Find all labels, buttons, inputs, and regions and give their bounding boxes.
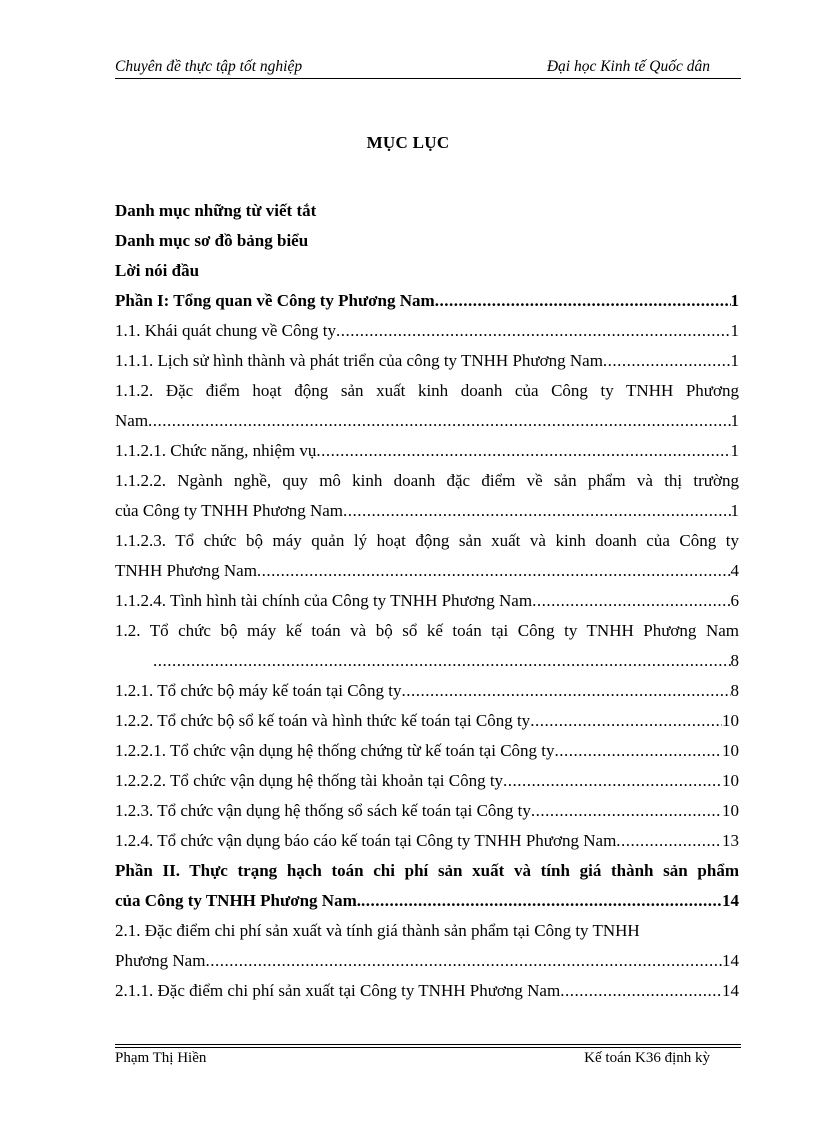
- toc-entry-text: 1.1.2.4. Tình hình tài chính của Công ty TNHH Phương Nam: [115, 591, 533, 610]
- toc-entry-text-line2: Nam: [115, 411, 149, 430]
- toc-entry-text: 1.2.2.1. Tổ chức vận dụng hệ thống chứng từ kế toán tại Công ty: [115, 741, 555, 760]
- toc-page-number: 14: [722, 981, 739, 1000]
- toc-entry[interactable]: [115, 286, 739, 316]
- toc-entry[interactable]: [115, 616, 739, 676]
- toc-leader: [316, 436, 730, 466]
- toc-entry-text: 1.2.1. Tổ chức bộ máy kế toán tại Công ty: [115, 681, 402, 700]
- toc-leader: [153, 646, 731, 676]
- toc-leader: [532, 586, 730, 616]
- toc-entry[interactable]: [115, 796, 739, 826]
- toc-entry[interactable]: [115, 736, 739, 766]
- toc-leader: [257, 556, 731, 586]
- toc-entry-text: 1.2.2.2. Tổ chức vận dụng hệ thống tài khoản tại Công ty: [115, 771, 504, 790]
- toc-entry-text: 1.1.2.1. Chức năng, nhiệm vụ: [115, 441, 317, 460]
- toc-page-number: 1: [730, 501, 739, 520]
- toc-page-number: 6: [730, 591, 739, 610]
- header-left-text: Chuyên đề thực tập tốt nghiệp: [115, 58, 303, 75]
- toc-entry[interactable]: [115, 676, 739, 706]
- toc-page-number: 1: [730, 441, 739, 460]
- toc-entry-text-line1: 1.1.2.3. Tổ chức bộ máy quản lý hoạt động sản xuất và kinh doanh của Công ty: [115, 531, 739, 550]
- toc-entry-text-line1: 1.2. Tổ chức bộ máy kế toán và bộ sổ kế toán tại Công ty TNHH Phương Nam: [115, 621, 739, 640]
- toc-page-number: 14: [722, 951, 739, 970]
- toc-leader: [531, 796, 722, 826]
- toc-leader: [530, 706, 722, 736]
- toc-leader: [555, 736, 722, 766]
- toc-leader: [603, 346, 731, 376]
- toc-leader: [616, 826, 722, 856]
- toc-page-number: 10: [722, 801, 739, 820]
- toc-entry-text: Phần I: Tổng quan về Công ty Phương Nam: [115, 291, 435, 310]
- toc-entry-text-line2: Phương Nam: [115, 951, 206, 970]
- toc-entry-text: 2.1.1. Đặc điểm chi phí sản xuất tại Công ty TNHH Phương Nam: [115, 981, 561, 1000]
- toc-entry-text-line1: 1.1.2.2. Ngành nghề, quy mô kinh doanh đặc điểm về sản phẩm và thị trường: [115, 471, 739, 490]
- toc-page-number: 10: [722, 711, 739, 730]
- toc-entry[interactable]: [115, 706, 739, 736]
- toc-entry[interactable]: [115, 436, 739, 466]
- toc-entry-text-line1: 1.1.2. Đặc điểm hoạt động sản xuất kinh doanh của Công ty TNHH Phương: [115, 381, 739, 400]
- toc-entry[interactable]: [115, 916, 739, 976]
- toc-page-number: 14: [722, 891, 739, 910]
- toc-entry-text-line1: 2.1. Đặc điểm chi phí sản xuất và tính giá thành sản phẩm tại Công ty TNHH: [115, 921, 640, 940]
- toc-entry[interactable]: [115, 766, 739, 796]
- toc-page-number: 1: [730, 351, 739, 370]
- toc-entry-text-line2: TNHH Phương Nam: [115, 561, 257, 580]
- toc-leader: [402, 676, 731, 706]
- toc-entry-text-line2: của Công ty TNHH Phương Nam.: [115, 891, 361, 910]
- toc-leader: [343, 496, 730, 526]
- toc-page-number: 8: [730, 681, 739, 700]
- toc-leader: [336, 316, 731, 346]
- toc-entry-text-line1: Phần II. Thực trạng hạch toán chi phí sản xuất và tính giá thành sản phẩm: [115, 861, 739, 880]
- toc-entry-text: 1.1. Khái quát chung về Công ty: [115, 321, 336, 340]
- toc-entry[interactable]: [115, 466, 739, 526]
- toc-entry-text: 1.1.1. Lịch sử hình thành và phát triển của công ty TNHH Phương Nam: [115, 351, 603, 370]
- toc-entry[interactable]: [115, 856, 739, 916]
- footer-right-text: Kế toán K36 định kỳ: [584, 1050, 710, 1066]
- toc-page-number: 1: [730, 321, 739, 340]
- footer-left-text: Phạm Thị Hiền: [115, 1050, 207, 1066]
- toc-leader: [435, 286, 731, 316]
- toc-page-number: 4: [730, 561, 739, 580]
- toc-diagrams-tables: Danh mục sơ đồ bảng biểu: [115, 231, 309, 250]
- table-of-contents: [115, 196, 739, 1006]
- toc-entry[interactable]: [115, 346, 739, 376]
- toc-leader: [560, 976, 722, 1006]
- header-right-text: Đại học Kinh tế Quốc dân: [546, 58, 710, 75]
- toc-entry[interactable]: [115, 376, 739, 436]
- toc-page-number: 8: [730, 651, 739, 670]
- toc-leader: [205, 946, 722, 976]
- page-header: [115, 58, 741, 79]
- toc-entry[interactable]: [115, 526, 739, 586]
- toc-page-number: 1: [730, 291, 739, 310]
- toc-entry[interactable]: [115, 826, 739, 856]
- toc-leader: [361, 886, 722, 916]
- toc-preface: Lời nói đầu: [115, 261, 200, 280]
- toc-page-number: 1: [730, 411, 739, 430]
- toc-page-number: 10: [722, 741, 739, 760]
- toc-entry[interactable]: [115, 316, 739, 346]
- toc-entry[interactable]: [115, 976, 739, 1006]
- toc-entry-text: 1.2.2. Tổ chức bộ sổ kế toán và hình thức kế toán tại Công ty: [115, 711, 531, 730]
- toc-entry-text-line2: của Công ty TNHH Phương Nam: [115, 501, 344, 520]
- toc-leader: [148, 406, 730, 436]
- toc-entry-text: 1.2.3. Tổ chức vận dụng hệ thống sổ sách kế toán tại Công ty: [115, 801, 531, 820]
- toc-leader: [503, 766, 722, 796]
- toc-page-number: 10: [722, 771, 739, 790]
- toc-entry-text: 1.2.4. Tổ chức vận dụng báo cáo kế toán tại Công ty TNHH Phương Nam: [115, 831, 617, 850]
- footer-rule: [115, 1044, 741, 1045]
- footer-rule-thin: [115, 1047, 741, 1048]
- toc-page-number: 13: [722, 831, 739, 850]
- toc-entry[interactable]: [115, 586, 739, 616]
- page-title: MỤC LỤC: [366, 133, 450, 152]
- toc-abbreviations: Danh mục những từ viết tắt: [115, 201, 317, 220]
